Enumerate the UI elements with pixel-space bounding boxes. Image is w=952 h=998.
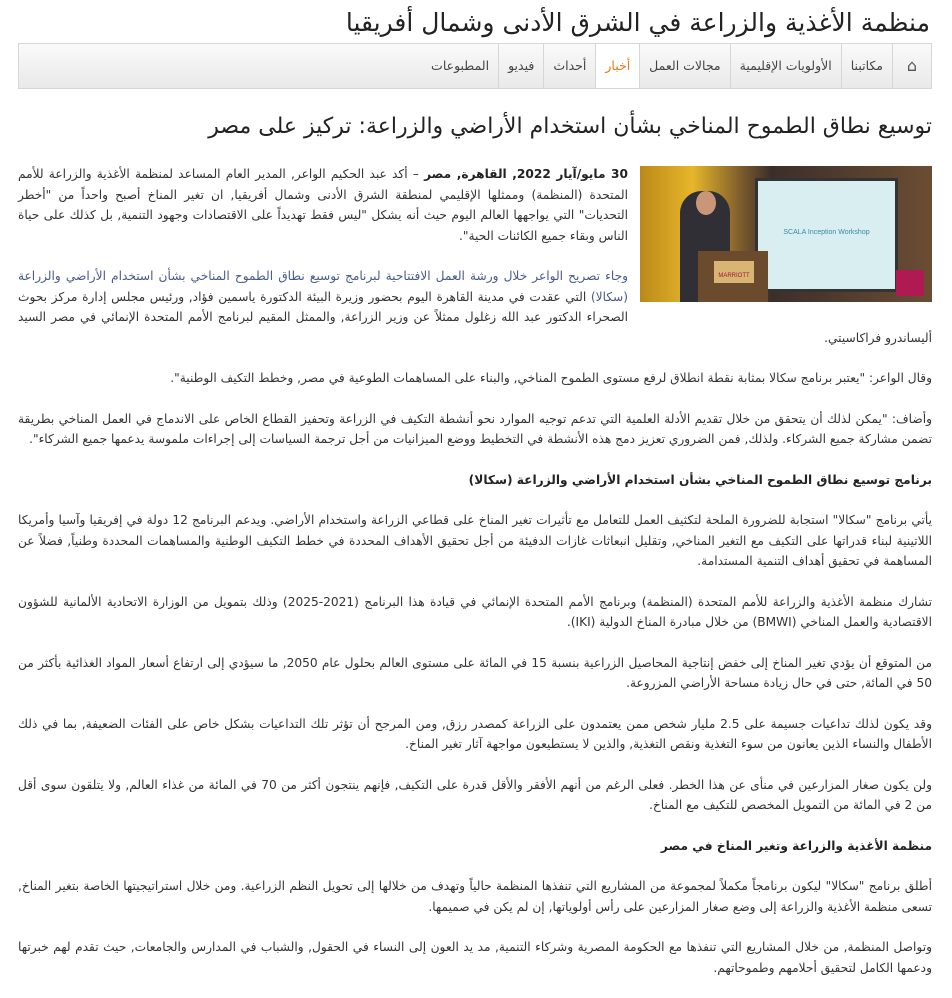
- paragraph-4: وأضاف: "يمكن لذلك أن يتحقق من خلال تقديم الأدلة العلمية التي تدعم توجيه الموارد نحو أنشطة التكيف في الزراعة وتحفيز القطاع الخاص على الاندماج في العمل المناخي بطريقة تضمن مشاركة جميع الشركاء. ولذلك, فمن الضروري تعزيز دمج هذه الأنشطة في التخطيط ووضع الميزانيات من أجل ترجمة السياسات إلى إجراءات ملموسة يدعمها جميع الشركاء".: [18, 411, 932, 446]
- main-nav: [18, 43, 932, 89]
- paragraph-1-text: – أكد عبد الحكيم الواعر, المدير العام المساعد لمنظمة الأغذية والزراعة للأمم المتحدة (المنظمة) وممثلها الإقليمي لمنطقة الشرق الأدنى وشمال أفريقيا, ان تغير المناخ أصبح واحداً من "أخطر التحديات" التي يواجهها العالم اليوم حيث أنه يشكل "ليس فقط تهديداً على الاقتصادات وجهود التنمية, بل كذلك على حياة الناس وبقاء جميع الكائنات الحية".: [18, 167, 628, 243]
- nav-item-regional-priorities[interactable]: الأولويات الإقليمية: [730, 44, 841, 88]
- paragraph-7: من المتوقع أن يؤدي تغير المناخ إلى خفض إنتاجية المحاصيل الزراعية بنسبة 15 في المائة على مستوى العالم بحلول عام 2050, ما سيؤدي إلى ارتفاع أسعار المواد الغذائية بأكثر من 50 في المائة, حتى في حال زيادة مساحة الأراضي المزروعة.: [18, 655, 932, 690]
- paragraph-5: يأتي برنامج "سكالا" استجابة للضرورة الملحة لتكثيف العمل للتعامل مع تأثيرات تغير المناخ على قطاعي الزراعة واستخدام الأراضي. ويدعم البرنامج 12 دولة في إفريقيا وآسيا وأمريكا اللاتينية لبناء قدراتها على التكيف مع التغير المناخي, وتقليل انبعاثات غازات الدفيئة من أجل تحقيق الأهداف المحددة في خطط التكيف الوطنية والمساهمات المحددة وطنياً, فضلاً عن المساهمة في تحقيق أهداف التنمية المستدامة.: [18, 513, 932, 568]
- paragraph-6: تشارك منظمة الأغذية والزراعة للأمم المتحدة (المنظمة) وبرنامج الأمم المتحدة الإنمائي في قيادة هذا البرنامج (2021-2025) وذلك بتمويل من الوزارة الاتحادية الألمانية للشؤون الاقتصادية والعمل المناخي (BMWI) من خلال مبادرة المناخ الدولية (IKI).: [18, 594, 932, 629]
- article-photo: [640, 166, 932, 302]
- paragraph-11: وتواصل المنظمة, من خلال المشاريع التي تنفذها مع الحكومة المصرية وشركاء التنمية, مد يد العون إلى النساء في الحقول, والشباب في المدارس والجامعات, حيث تقدم لهم خبرتها ودعمها الكامل لتحقيق أحلامهم وطموحاتهم.: [18, 940, 932, 975]
- projector-screen: [755, 178, 898, 292]
- paragraph-2-text: التي عقدت في مدينة القاهرة اليوم بحضور وزيرة البيئة الدكتورة ياسمين فؤاد, ورئيس مجلس إدارة مركز بحوث الصحراء الدكتور عبد الله زغلول ممثلاً عن وزير الزراعة, والممثل المقيم لبرنامج الأمم المتحدة الإنمائي في مصر السيد أليساندرو فراكاسيتي.: [18, 289, 932, 345]
- nav-item-video[interactable]: فيديو: [498, 44, 543, 88]
- dateline: 30 مايو/آيار 2022, القاهرة, مصر: [424, 167, 629, 181]
- paragraph-3: وقال الواعر: "يعتبر برنامج سكالا بمثابة نقطة انطلاق لرفع مستوى الطموح المناخي, والبناء على المساهمات الطوعية في مصر, وخطط التكيف الوطنية".: [170, 371, 932, 385]
- paragraph-10: أطلق برنامج "سكالا" ليكون برنامجاً مكملاً لمجموعة من المشاريع التي تنفذها المنظمة حالياً وتهدف من خلالها إلى تحويل النظم الزراعية. ومن خلال استراتيجيتها الخاصة بتغير المناخ, تسعى منظمة الأغذية والزراعة إلى وضع صغار المزارعين على رأس أولوياتها, إن لم يكن في صميمها.: [18, 879, 932, 914]
- nav-item-offices[interactable]: مكاتبنا: [841, 44, 892, 88]
- chair: [896, 270, 924, 296]
- home-icon: ⌂: [906, 56, 918, 75]
- nav-item-publications[interactable]: المطبوعات: [431, 58, 490, 73]
- nav-home-button[interactable]: [892, 44, 931, 88]
- paragraph-8: وقد يكون لذلك تداعيات جسيمة على 2.5 مليار شخص ممن يعتمدون على الزراعة كمصدر رزق, ومن المرجح أن تؤثر تلك التداعيات بشكل خاص على الفئات الضعيفة, بما في ذلك الأطفال والنساء الذين يعانون من سوء التغذية ونقص التغذية, والذين لا يستطيعون مواجهة آثار تغير المناخ.: [18, 716, 932, 751]
- nav-item-news[interactable]: أخبار: [595, 44, 639, 88]
- nav-item-areas-of-work[interactable]: مجالات العمل: [639, 44, 729, 88]
- podium-logo: MARRIOTT: [714, 261, 754, 283]
- screen-text: SCALA Inception Workshop: [783, 229, 870, 236]
- section-heading-scala: برنامج توسيع نطاق الطموح المناخي بشأن استخدام الأراضي والزراعة (سكالا): [468, 472, 932, 487]
- site-title: منظمة الأغذية والزراعة في الشرق الأدنى وشمال أفريقيا: [345, 8, 930, 37]
- paragraph-2-link[interactable]: وجاء تصريح الواعر خلال ورشة العمل الافتتاحية لبرنامج توسيع نطاق الطموح المناخي بشأن استخدام الأراضي والزراعة (سكالا): [18, 269, 628, 304]
- nav-item-events[interactable]: أحداث: [543, 44, 595, 88]
- speaker-head: [696, 191, 716, 215]
- section-heading-fao-egypt: منظمة الأغذية والزراعة وتغير المناخ في مصر: [660, 838, 932, 853]
- article-title: توسيع نطاق الطموح المناخي بشأن استخدام الأراضي والزراعة: تركيز على مصر: [208, 114, 932, 139]
- article-body: [18, 164, 932, 998]
- paragraph-9: ولن يكون صغار المزارعين في منأى عن هذا الخطر. فعلى الرغم من أنهم الأفقر والأقل قدرة على التكيف, فإنهم ينتجون أكثر من 70 في المائة من غذاء العالم, ولا يتلقون سوى أقل من 2 في المائة من التمويل المخصص للتكيف مع المناخ.: [18, 777, 932, 812]
